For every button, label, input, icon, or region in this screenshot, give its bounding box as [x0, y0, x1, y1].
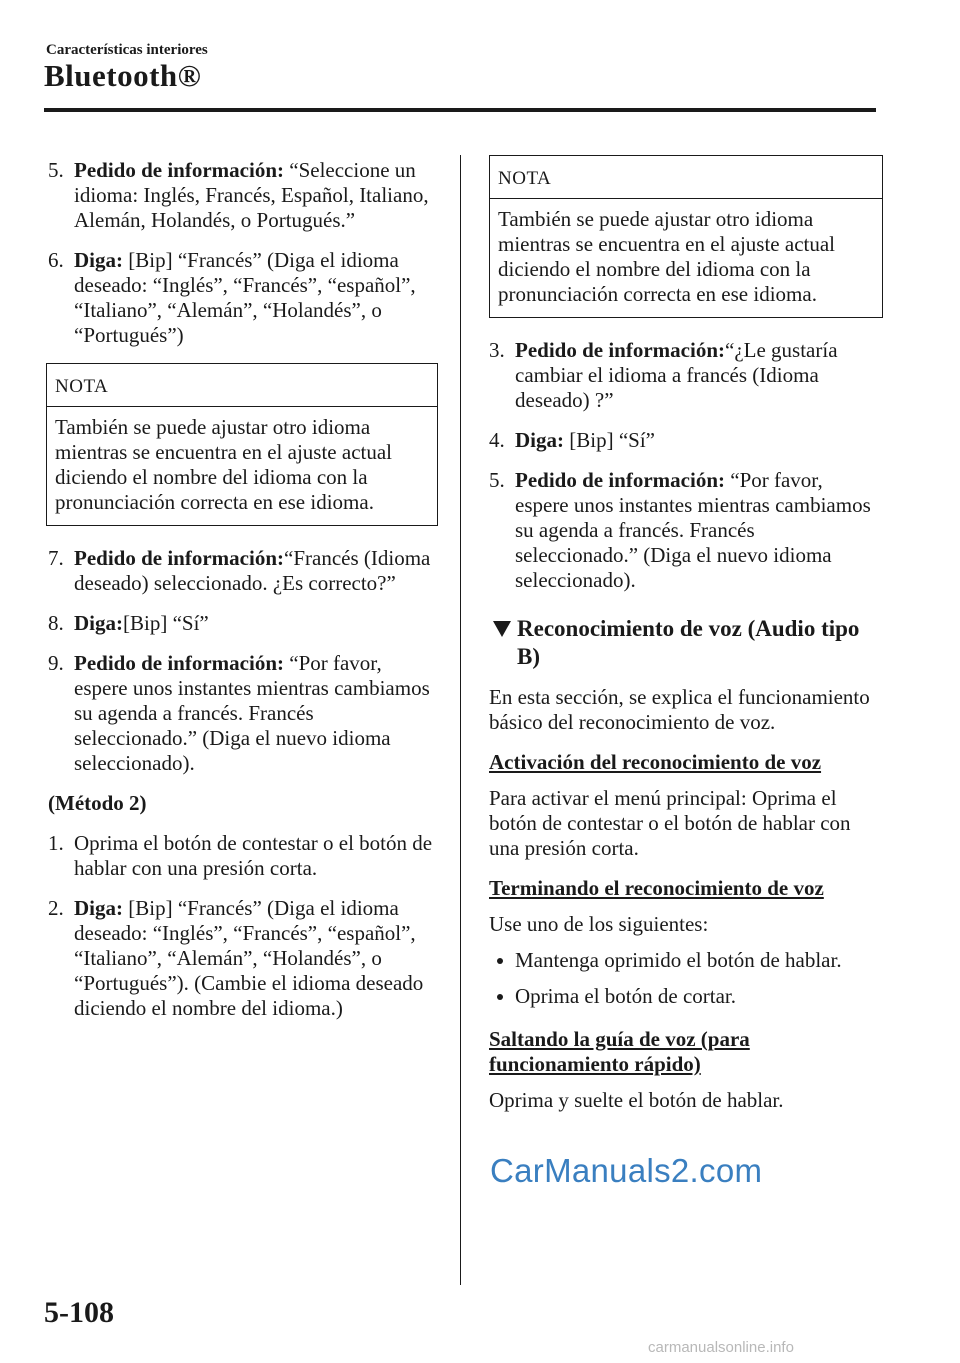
- item-label: Diga:: [74, 248, 123, 272]
- section-heading: [489, 615, 879, 671]
- item-label: Pedido de información:: [515, 468, 725, 492]
- bullet-item: [489, 984, 879, 1009]
- bullet-icon: [497, 958, 503, 964]
- bullet-icon: [497, 994, 503, 1000]
- intro-paragraph: En esta sección, se explica el funcionamiento básico del reconocimiento de voz.: [489, 685, 870, 734]
- list-item: [48, 651, 434, 776]
- item-text: “Por favor, espere unos instantes mientras cambiamos su agenda a francés. Francés seleccionado.” (Diga el nuevo idioma seleccionado).: [74, 651, 430, 775]
- note-heading: NOTA: [490, 156, 882, 199]
- list-item: [489, 338, 879, 413]
- list-item: [48, 611, 434, 636]
- item-label: Diga:: [74, 611, 123, 635]
- page-title: Bluetooth®: [44, 58, 202, 93]
- activation-paragraph: Para activar el menú principal: Oprima el botón de contestar o el botón de hablar con una presión corta.: [489, 786, 851, 860]
- item-number: 6.: [48, 248, 64, 272]
- note-text: También se puede ajustar otro idioma mientras se encuentra en el ajuste actual diciendo el nombre del idioma con la pronunciación correcta en ese idioma.: [498, 207, 836, 306]
- footer-watermark: carmanualsonline.info: [648, 1339, 794, 1356]
- list-item: [48, 546, 434, 596]
- item-text: [Bip] “Sí”: [123, 611, 209, 635]
- item-text: “Por favor, espere unos instantes mientras cambiamos su agenda a francés. Francés seleccionado.” (Diga el nuevo idioma seleccionado).: [515, 468, 871, 592]
- item-label: Pedido de información:: [515, 338, 725, 362]
- triangle-down-icon: [493, 621, 511, 637]
- left-column: [48, 158, 434, 1036]
- watermark-logo: CarManuals2.com: [490, 1152, 763, 1189]
- item-number: 1.: [48, 831, 64, 855]
- bullet-text: Oprima el botón de cortar.: [515, 984, 737, 1008]
- item-text: [Bip] “Francés” (Diga el idioma deseado: “Inglés”, “Francés”, “español”, “Italiano”, “Alemán”, “Holandés”, o “Portugués”): [74, 248, 416, 347]
- section-heading-text: Reconocimiento de voz (Audio tipo B): [517, 616, 860, 669]
- item-text: Oprima el botón de contestar o el botón de hablar con una presión corta.: [74, 831, 433, 880]
- item-text: [Bip] “Francés” (Diga el idioma deseado: “Inglés”, “Francés”, “español”, “Italiano”, “Alemán”, “Holandés”, o “Portugués”). (Cambie el idioma deseado diciendo el nombre del idioma.): [74, 896, 424, 1020]
- item-label: Diga:: [515, 428, 564, 452]
- item-text: [Bip] “Sí”: [564, 428, 655, 452]
- item-number: 4.: [489, 428, 505, 452]
- item-label: Diga:: [74, 896, 123, 920]
- item-text: “Francés (Idioma deseado) seleccionado. ¿Es correcto?”: [74, 546, 431, 595]
- activation-heading: Activación del reconocimiento de voz: [489, 750, 822, 774]
- item-number: 7.: [48, 546, 64, 570]
- item-label: Pedido de información:: [74, 158, 284, 182]
- item-label: Pedido de información:: [74, 546, 284, 570]
- bullet-text: Mantenga oprimido el botón de hablar.: [515, 948, 842, 972]
- ending-paragraph: Use uno de los siguientes:: [489, 912, 709, 936]
- list-item: [489, 468, 879, 593]
- skip-paragraph: Oprima y suelte el botón de hablar.: [489, 1088, 784, 1112]
- note-text: También se puede ajustar otro idioma mientras se encuentra en el ajuste actual diciendo el nombre del idioma con la pronunciación correcta en ese idioma.: [55, 415, 393, 514]
- section-label: Características interiores: [46, 42, 208, 58]
- list-item: [48, 831, 434, 881]
- item-number: 5.: [48, 158, 64, 182]
- item-number: 5.: [489, 468, 505, 492]
- item-label: Pedido de información:: [74, 651, 284, 675]
- method-heading: (Método 2): [48, 791, 147, 815]
- note-box: [46, 363, 438, 526]
- item-number: 2.: [48, 896, 64, 920]
- column-divider: [460, 155, 461, 1285]
- list-item: [489, 428, 879, 453]
- list-item: [48, 158, 434, 233]
- list-item: [48, 248, 434, 348]
- item-number: 8.: [48, 611, 64, 635]
- item-text: “¿Le gustaría cambiar el idioma a francés (Idioma deseado) ?”: [515, 338, 838, 412]
- item-text: “Seleccione un idioma: Inglés, Francés, Español, Italiano, Alemán, Holandés, o Portugués.”: [74, 158, 429, 232]
- item-number: 3.: [489, 338, 505, 362]
- note-heading: NOTA: [47, 364, 437, 407]
- skip-heading: Saltando la guía de voz (para funcionamiento rápido): [489, 1027, 750, 1076]
- ending-heading: Terminando el reconocimiento de voz: [489, 876, 824, 900]
- note-box: [489, 155, 883, 318]
- page-number: 5-108: [44, 1296, 114, 1329]
- list-item: [48, 896, 434, 1021]
- header-rule: [44, 108, 876, 112]
- item-number: 9.: [48, 651, 64, 675]
- bullet-item: [489, 948, 879, 973]
- right-column: [489, 155, 879, 1128]
